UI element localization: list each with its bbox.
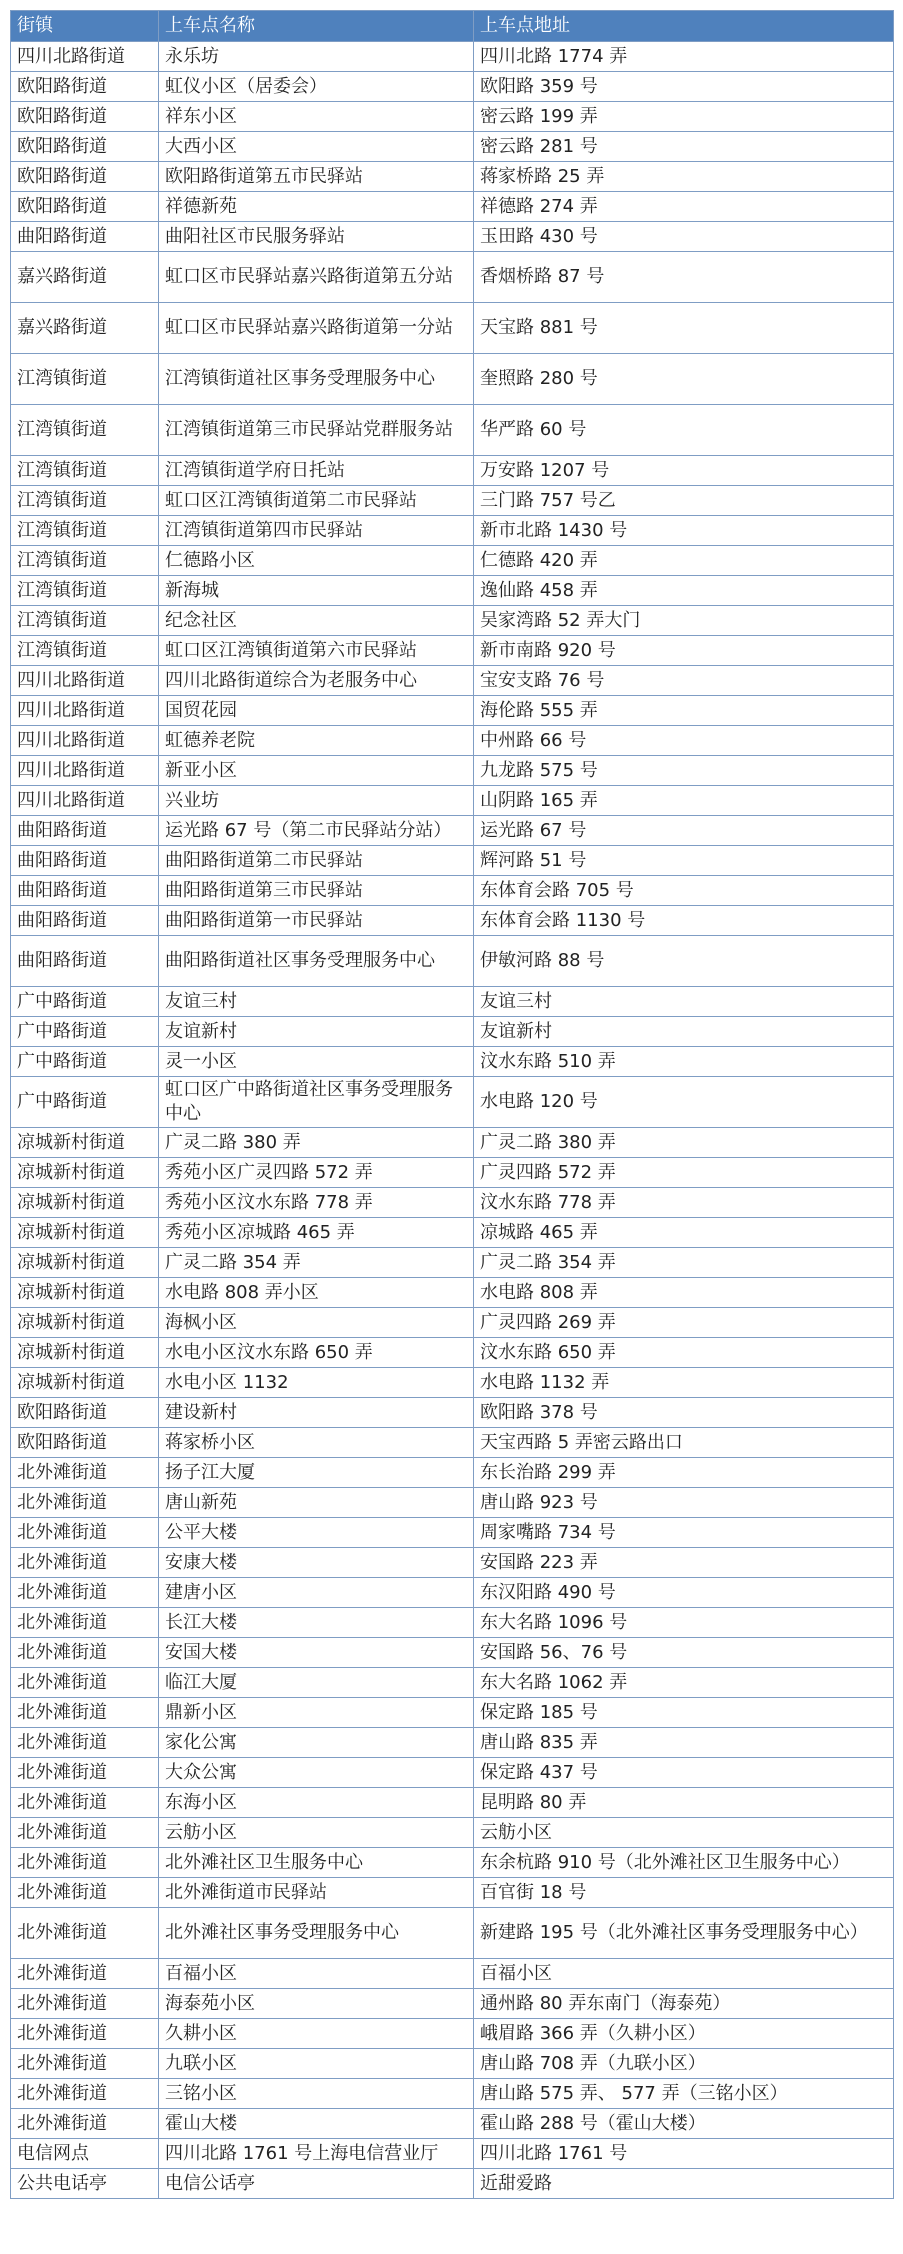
cell-pickup-name: 曲阳路街道社区事务受理服务中心: [159, 936, 474, 987]
table-row: [11, 987, 894, 1017]
cell-pickup-address: 吴家湾路 52 弄大门: [474, 606, 894, 636]
cell-pickup-name: 久耕小区: [159, 2019, 474, 2049]
table-row: [11, 2169, 894, 2199]
cell-pickup-address: 新市南路 920 号: [474, 636, 894, 666]
cell-pickup-name: 江湾镇街道第三市民驿站党群服务站: [159, 405, 474, 456]
cell-pickup-address: 东余杭路 910 号（北外滩社区卫生服务中心）: [474, 1848, 894, 1878]
cell-pickup-name: 九联小区: [159, 2049, 474, 2079]
cell-district: 广中路街道: [11, 1017, 159, 1047]
cell-pickup-address: 四川北路 1774 弄: [474, 42, 894, 72]
table-row: [11, 1428, 894, 1458]
cell-pickup-address: 东体育会路 1130 号: [474, 906, 894, 936]
cell-district: 北外滩街道: [11, 1578, 159, 1608]
table-row: [11, 1818, 894, 1848]
cell-pickup-address: 峨眉路 366 弄（久耕小区）: [474, 2019, 894, 2049]
table-row: [11, 192, 894, 222]
cell-pickup-name: 新亚小区: [159, 756, 474, 786]
cell-pickup-address: 云舫小区: [474, 1818, 894, 1848]
cell-district: 江湾镇街道: [11, 546, 159, 576]
cell-district: 北外滩街道: [11, 1758, 159, 1788]
cell-district: 北外滩街道: [11, 1638, 159, 1668]
table-row: [11, 1518, 894, 1548]
cell-pickup-address: 辉河路 51 号: [474, 846, 894, 876]
cell-pickup-address: 运光路 67 号: [474, 816, 894, 846]
cell-pickup-address: 欧阳路 378 号: [474, 1398, 894, 1428]
cell-pickup-name: 灵一小区: [159, 1047, 474, 1077]
cell-district: 四川北路街道: [11, 696, 159, 726]
table-row: [11, 1047, 894, 1077]
table-row: [11, 2019, 894, 2049]
cell-district: 电信网点: [11, 2139, 159, 2169]
cell-district: 江湾镇街道: [11, 354, 159, 405]
table-row: [11, 162, 894, 192]
cell-district: 北外滩街道: [11, 1728, 159, 1758]
cell-pickup-address: 密云路 281 号: [474, 132, 894, 162]
cell-pickup-name: 蒋家桥小区: [159, 1428, 474, 1458]
table-row: [11, 303, 894, 354]
table-row: [11, 1848, 894, 1878]
cell-pickup-address: 万安路 1207 号: [474, 456, 894, 486]
header-row: [11, 11, 894, 42]
cell-pickup-name: 唐山新苑: [159, 1488, 474, 1518]
cell-pickup-name: 海枫小区: [159, 1308, 474, 1338]
cell-pickup-name: 公平大楼: [159, 1518, 474, 1548]
cell-pickup-name: 水电路 808 弄小区: [159, 1278, 474, 1308]
table-row: [11, 786, 894, 816]
cell-pickup-address: 东汉阳路 490 号: [474, 1578, 894, 1608]
table-row: [11, 405, 894, 456]
cell-pickup-address: 保定路 437 号: [474, 1758, 894, 1788]
cell-pickup-address: 玉田路 430 号: [474, 222, 894, 252]
cell-pickup-name: 曲阳路街道第二市民驿站: [159, 846, 474, 876]
cell-district: 北外滩街道: [11, 1608, 159, 1638]
cell-pickup-address: 汶水东路 650 弄: [474, 1338, 894, 1368]
cell-pickup-name: 虹口区江湾镇街道第二市民驿站: [159, 486, 474, 516]
table-row: [11, 1218, 894, 1248]
table-row: [11, 846, 894, 876]
cell-district: 四川北路街道: [11, 666, 159, 696]
cell-pickup-name: 东海小区: [159, 1788, 474, 1818]
cell-pickup-name: 江湾镇街道第四市民驿站: [159, 516, 474, 546]
cell-district: 欧阳路街道: [11, 132, 159, 162]
cell-pickup-address: 凉城路 465 弄: [474, 1218, 894, 1248]
cell-pickup-address: 新市北路 1430 号: [474, 516, 894, 546]
cell-pickup-name: 广灵二路 354 弄: [159, 1248, 474, 1278]
table-row: [11, 1698, 894, 1728]
cell-district: 北外滩街道: [11, 1848, 159, 1878]
table-row: [11, 756, 894, 786]
cell-pickup-address: 东体育会路 705 号: [474, 876, 894, 906]
cell-pickup-address: 华严路 60 号: [474, 405, 894, 456]
table-row: [11, 1989, 894, 2019]
table-row: [11, 636, 894, 666]
cell-pickup-name: 云舫小区: [159, 1818, 474, 1848]
cell-district: 四川北路街道: [11, 726, 159, 756]
cell-pickup-address: 海伦路 555 弄: [474, 696, 894, 726]
table-row: [11, 696, 894, 726]
cell-pickup-address: 昆明路 80 弄: [474, 1788, 894, 1818]
cell-pickup-address: 密云路 199 弄: [474, 102, 894, 132]
cell-pickup-name: 虹口区市民驿站嘉兴路街道第五分站: [159, 252, 474, 303]
cell-district: 凉城新村街道: [11, 1278, 159, 1308]
cell-pickup-address: 友谊三村: [474, 987, 894, 1017]
table-row: [11, 2049, 894, 2079]
cell-pickup-address: 新建路 195 号（北外滩社区事务受理服务中心）: [474, 1908, 894, 1959]
table-row: [11, 486, 894, 516]
table-row: [11, 606, 894, 636]
table-row: [11, 1077, 894, 1128]
cell-district: 北外滩街道: [11, 2109, 159, 2139]
cell-district: 广中路街道: [11, 1047, 159, 1077]
table-row: [11, 1017, 894, 1047]
cell-pickup-name: 大西小区: [159, 132, 474, 162]
cell-district: 欧阳路街道: [11, 162, 159, 192]
cell-pickup-name: 祥德新苑: [159, 192, 474, 222]
cell-district: 北外滩街道: [11, 1458, 159, 1488]
cell-pickup-address: 广灵四路 269 弄: [474, 1308, 894, 1338]
cell-district: 欧阳路街道: [11, 102, 159, 132]
table-row: [11, 252, 894, 303]
cell-pickup-address: 唐山路 923 号: [474, 1488, 894, 1518]
table-row: [11, 1158, 894, 1188]
table-row: [11, 42, 894, 72]
cell-pickup-address: 四川北路 1761 号: [474, 2139, 894, 2169]
cell-pickup-name: 兴业坊: [159, 786, 474, 816]
cell-pickup-address: 水电路 808 弄: [474, 1278, 894, 1308]
cell-pickup-name: 虹口区江湾镇街道第六市民驿站: [159, 636, 474, 666]
table-row: [11, 516, 894, 546]
cell-district: 欧阳路街道: [11, 1398, 159, 1428]
cell-district: 凉城新村街道: [11, 1188, 159, 1218]
cell-district: 曲阳路街道: [11, 816, 159, 846]
cell-pickup-address: 唐山路 575 弄、 577 弄（三铭小区）: [474, 2079, 894, 2109]
table-row: [11, 354, 894, 405]
table-row: [11, 936, 894, 987]
cell-pickup-name: 永乐坊: [159, 42, 474, 72]
cell-pickup-name: 三铭小区: [159, 2079, 474, 2109]
cell-pickup-address: 汶水东路 510 弄: [474, 1047, 894, 1077]
cell-pickup-name: 曲阳路街道第三市民驿站: [159, 876, 474, 906]
table-row: [11, 1398, 894, 1428]
cell-pickup-address: 逸仙路 458 弄: [474, 576, 894, 606]
cell-pickup-name: 秀苑小区广灵四路 572 弄: [159, 1158, 474, 1188]
cell-district: 凉城新村街道: [11, 1308, 159, 1338]
header-pickup-address: 上车点地址: [474, 11, 894, 42]
cell-district: 北外滩街道: [11, 1518, 159, 1548]
table-row: [11, 1458, 894, 1488]
cell-pickup-name: 安康大楼: [159, 1548, 474, 1578]
cell-pickup-address: 蒋家桥路 25 弄: [474, 162, 894, 192]
cell-pickup-name: 虹仪小区（居委会）: [159, 72, 474, 102]
cell-pickup-name: 水电小区 1132: [159, 1368, 474, 1398]
table-row: [11, 1758, 894, 1788]
cell-pickup-address: 奎照路 280 号: [474, 354, 894, 405]
table-row: [11, 906, 894, 936]
cell-district: 公共电话亭: [11, 2169, 159, 2199]
table-row: [11, 1668, 894, 1698]
table-body: [11, 42, 894, 2199]
table-row: [11, 2079, 894, 2109]
cell-pickup-name: 广灵二路 380 弄: [159, 1128, 474, 1158]
cell-pickup-name: 电信公话亭: [159, 2169, 474, 2199]
cell-district: 四川北路街道: [11, 756, 159, 786]
cell-pickup-name: 曲阳路街道第一市民驿站: [159, 906, 474, 936]
table-row: [11, 2139, 894, 2169]
cell-pickup-address: 中州路 66 号: [474, 726, 894, 756]
cell-district: 北外滩街道: [11, 1989, 159, 2019]
cell-district: 北外滩街道: [11, 1548, 159, 1578]
table-row: [11, 1908, 894, 1959]
cell-district: 凉城新村街道: [11, 1338, 159, 1368]
table-row: [11, 1959, 894, 1989]
cell-district: 凉城新村街道: [11, 1128, 159, 1158]
cell-district: 曲阳路街道: [11, 936, 159, 987]
cell-district: 北外滩街道: [11, 1488, 159, 1518]
table-row: [11, 1548, 894, 1578]
cell-pickup-name: 虹口区广中路街道社区事务受理服务中心: [159, 1077, 474, 1128]
cell-pickup-name: 江湾镇街道社区事务受理服务中心: [159, 354, 474, 405]
cell-pickup-name: 四川北路街道综合为老服务中心: [159, 666, 474, 696]
table-row: [11, 1278, 894, 1308]
table-row: [11, 1788, 894, 1818]
cell-pickup-address: 东大名路 1062 弄: [474, 1668, 894, 1698]
cell-pickup-address: 山阴路 165 弄: [474, 786, 894, 816]
header-district: 街镇: [11, 11, 159, 42]
cell-district: 四川北路街道: [11, 42, 159, 72]
cell-pickup-name: 秀苑小区汶水东路 778 弄: [159, 1188, 474, 1218]
cell-pickup-name: 临江大厦: [159, 1668, 474, 1698]
cell-district: 凉城新村街道: [11, 1248, 159, 1278]
cell-district: 欧阳路街道: [11, 72, 159, 102]
table-row: [11, 1248, 894, 1278]
cell-district: 江湾镇街道: [11, 486, 159, 516]
cell-pickup-name: 鼎新小区: [159, 1698, 474, 1728]
cell-district: 广中路街道: [11, 987, 159, 1017]
table-row: [11, 1128, 894, 1158]
cell-pickup-address: 伊敏河路 88 号: [474, 936, 894, 987]
table-row: [11, 1728, 894, 1758]
table-row: [11, 816, 894, 846]
table-row: [11, 1578, 894, 1608]
cell-district: 北外滩街道: [11, 1908, 159, 1959]
cell-pickup-address: 友谊新村: [474, 1017, 894, 1047]
cell-pickup-name: 运光路 67 号（第二市民驿站分站）: [159, 816, 474, 846]
cell-pickup-address: 霍山路 288 号（霍山大楼）: [474, 2109, 894, 2139]
table-row: [11, 1338, 894, 1368]
cell-district: 北外滩街道: [11, 1878, 159, 1908]
cell-district: 曲阳路街道: [11, 876, 159, 906]
cell-pickup-name: 江湾镇街道学府日托站: [159, 456, 474, 486]
cell-district: 江湾镇街道: [11, 576, 159, 606]
cell-district: 四川北路街道: [11, 786, 159, 816]
cell-district: 北外滩街道: [11, 1959, 159, 1989]
cell-district: 北外滩街道: [11, 2019, 159, 2049]
cell-pickup-address: 九龙路 575 号: [474, 756, 894, 786]
header-pickup-name: 上车点名称: [159, 11, 474, 42]
cell-pickup-name: 四川北路 1761 号上海电信营业厅: [159, 2139, 474, 2169]
table-row: [11, 1368, 894, 1398]
cell-district: 北外滩街道: [11, 1668, 159, 1698]
cell-district: 江湾镇街道: [11, 405, 159, 456]
cell-district: 欧阳路街道: [11, 192, 159, 222]
cell-pickup-name: 仁德路小区: [159, 546, 474, 576]
cell-district: 北外滩街道: [11, 2049, 159, 2079]
cell-pickup-name: 长江大楼: [159, 1608, 474, 1638]
cell-pickup-address: 广灵四路 572 弄: [474, 1158, 894, 1188]
cell-pickup-name: 新海城: [159, 576, 474, 606]
table-row: [11, 576, 894, 606]
cell-pickup-name: 北外滩街道市民驿站: [159, 1878, 474, 1908]
cell-pickup-name: 秀苑小区凉城路 465 弄: [159, 1218, 474, 1248]
cell-district: 江湾镇街道: [11, 456, 159, 486]
table-row: [11, 876, 894, 906]
cell-pickup-name: 纪念社区: [159, 606, 474, 636]
cell-district: 凉城新村街道: [11, 1218, 159, 1248]
cell-pickup-address: 仁德路 420 弄: [474, 546, 894, 576]
cell-pickup-address: 水电路 1132 弄: [474, 1368, 894, 1398]
cell-pickup-address: 百官街 18 号: [474, 1878, 894, 1908]
cell-pickup-name: 安国大楼: [159, 1638, 474, 1668]
cell-pickup-name: 虹口区市民驿站嘉兴路街道第一分站: [159, 303, 474, 354]
cell-district: 嘉兴路街道: [11, 303, 159, 354]
table-header: [11, 11, 894, 42]
cell-pickup-address: 东大名路 1096 号: [474, 1608, 894, 1638]
cell-district: 北外滩街道: [11, 1698, 159, 1728]
table-row: [11, 456, 894, 486]
cell-pickup-address: 唐山路 708 弄（九联小区）: [474, 2049, 894, 2079]
cell-pickup-address: 安国路 223 弄: [474, 1548, 894, 1578]
table-row: [11, 1878, 894, 1908]
cell-district: 曲阳路街道: [11, 846, 159, 876]
table-row: [11, 546, 894, 576]
cell-pickup-name: 友谊三村: [159, 987, 474, 1017]
table-row: [11, 2109, 894, 2139]
cell-pickup-address: 东长治路 299 弄: [474, 1458, 894, 1488]
table-row: [11, 726, 894, 756]
cell-pickup-name: 国贸花园: [159, 696, 474, 726]
cell-pickup-name: 祥东小区: [159, 102, 474, 132]
cell-pickup-name: 建唐小区: [159, 1578, 474, 1608]
cell-pickup-name: 扬子江大厦: [159, 1458, 474, 1488]
table-row: [11, 72, 894, 102]
table-row: [11, 132, 894, 162]
cell-pickup-name: 百福小区: [159, 1959, 474, 1989]
cell-pickup-name: 家化公寓: [159, 1728, 474, 1758]
cell-pickup-address: 香烟桥路 87 号: [474, 252, 894, 303]
cell-district: 江湾镇街道: [11, 516, 159, 546]
cell-pickup-address: 三门路 757 号乙: [474, 486, 894, 516]
cell-district: 江湾镇街道: [11, 636, 159, 666]
cell-pickup-name: 海泰苑小区: [159, 1989, 474, 2019]
cell-pickup-name: 水电小区汶水东路 650 弄: [159, 1338, 474, 1368]
table-row: [11, 222, 894, 252]
cell-pickup-address: 百福小区: [474, 1959, 894, 1989]
table-row: [11, 666, 894, 696]
table-row: [11, 1638, 894, 1668]
cell-district: 凉城新村街道: [11, 1158, 159, 1188]
cell-pickup-address: 广灵二路 354 弄: [474, 1248, 894, 1278]
table-row: [11, 1308, 894, 1338]
cell-pickup-address: 安国路 56、76 号: [474, 1638, 894, 1668]
table-row: [11, 1188, 894, 1218]
cell-pickup-name: 北外滩社区卫生服务中心: [159, 1848, 474, 1878]
cell-pickup-address: 欧阳路 359 号: [474, 72, 894, 102]
cell-pickup-address: 唐山路 835 弄: [474, 1728, 894, 1758]
cell-pickup-address: 水电路 120 号: [474, 1077, 894, 1128]
cell-pickup-address: 汶水东路 778 弄: [474, 1188, 894, 1218]
cell-pickup-address: 祥德路 274 弄: [474, 192, 894, 222]
cell-pickup-name: 友谊新村: [159, 1017, 474, 1047]
cell-district: 欧阳路街道: [11, 1428, 159, 1458]
pickup-points-table: [10, 10, 894, 2199]
cell-district: 曲阳路街道: [11, 906, 159, 936]
cell-pickup-address: 通州路 80 弄东南门（海泰苑）: [474, 1989, 894, 2019]
cell-pickup-name: 建设新村: [159, 1398, 474, 1428]
cell-pickup-address: 天宝西路 5 弄密云路出口: [474, 1428, 894, 1458]
cell-pickup-name: 北外滩社区事务受理服务中心: [159, 1908, 474, 1959]
cell-pickup-address: 周家嘴路 734 号: [474, 1518, 894, 1548]
cell-pickup-name: 虹德养老院: [159, 726, 474, 756]
cell-pickup-name: 欧阳路街道第五市民驿站: [159, 162, 474, 192]
cell-district: 曲阳路街道: [11, 222, 159, 252]
cell-pickup-address: 近甜爱路: [474, 2169, 894, 2199]
cell-district: 凉城新村街道: [11, 1368, 159, 1398]
cell-district: 北外滩街道: [11, 1818, 159, 1848]
cell-district: 北外滩街道: [11, 2079, 159, 2109]
cell-pickup-name: 曲阳社区市民服务驿站: [159, 222, 474, 252]
table-row: [11, 102, 894, 132]
cell-district: 嘉兴路街道: [11, 252, 159, 303]
cell-pickup-name: 大众公寓: [159, 1758, 474, 1788]
cell-district: 江湾镇街道: [11, 606, 159, 636]
cell-district: 北外滩街道: [11, 1788, 159, 1818]
cell-pickup-address: 天宝路 881 号: [474, 303, 894, 354]
table-row: [11, 1608, 894, 1638]
cell-pickup-address: 宝安支路 76 号: [474, 666, 894, 696]
cell-pickup-address: 保定路 185 号: [474, 1698, 894, 1728]
cell-pickup-address: 广灵二路 380 弄: [474, 1128, 894, 1158]
cell-pickup-name: 霍山大楼: [159, 2109, 474, 2139]
table-row: [11, 1488, 894, 1518]
cell-district: 广中路街道: [11, 1077, 159, 1128]
